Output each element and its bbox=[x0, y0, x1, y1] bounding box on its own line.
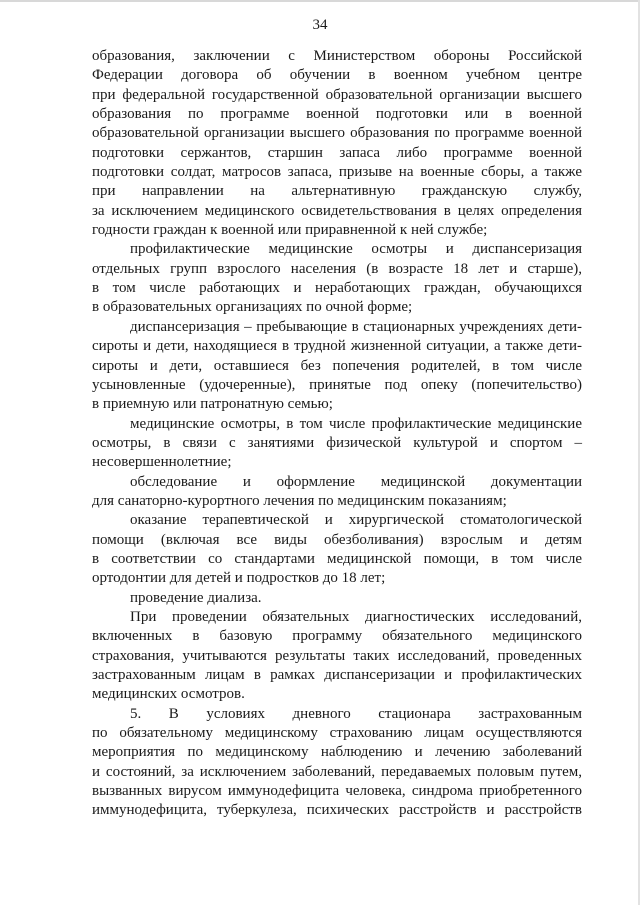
text-line: сироты и дети, оставшиеся без попечения родителей, в том числе bbox=[92, 357, 582, 374]
page-number: 34 bbox=[312, 17, 328, 33]
text-line: 5. В условиях дневного стационара застрахованным bbox=[130, 705, 582, 722]
text-line: и состояний, за исключением заболеваний, передаваемых половым путем, bbox=[92, 763, 582, 780]
text-line: образовательной организации высшего образования по программе военной bbox=[92, 125, 582, 142]
text-line: при федеральной государственной образовательной организации высшего bbox=[92, 86, 582, 103]
text-line: в приемную или патронатную семью; bbox=[92, 396, 333, 413]
text-line: годности граждан к военной или приравненной к ней службе; bbox=[92, 222, 488, 239]
text-line: образования, заключении с Министерством обороны Российской bbox=[92, 48, 582, 64]
text-line: усыновленные (удочеренные), принятые под опеку (попечительство) bbox=[92, 376, 582, 393]
text-line: подготовки сержантов, старшин запаса либо программе военной bbox=[92, 144, 582, 161]
text-line: по обязательному медицинскому страхованию лицам осуществляются bbox=[92, 725, 582, 742]
text-line: несовершеннолетние; bbox=[92, 454, 232, 471]
text-line: для санаторно-курортного лечения по медицинским показаниям; bbox=[92, 492, 507, 509]
text-line: ортодонтии для детей и подростков до 18 лет; bbox=[92, 570, 386, 587]
text-line: сироты и дети, находящиеся в трудной жизненной ситуации, а также дети- bbox=[92, 338, 582, 355]
text-line: При проведении обязательных диагностических исследований, bbox=[130, 608, 582, 625]
text-line: при направлении на альтернативную гражданскую службу, bbox=[92, 183, 582, 200]
text-line: помощи (включая все виды обезболивания) взрослым и детям bbox=[92, 531, 582, 548]
text-line: оказание терапевтической и хирургической стоматологической bbox=[130, 512, 582, 529]
text-line: в соответствии со стандартами медицинской помощи, в том числе bbox=[92, 550, 582, 567]
text-line: подготовки солдат, матросов запаса, призыве на военные сборы, а также bbox=[92, 164, 582, 181]
text-line: отдельных групп взрослого населения (в возрасте 18 лет и старше), bbox=[92, 260, 582, 277]
text-line: медицинских осмотров. bbox=[92, 686, 245, 703]
text-line: диспансеризация – пребывающие в стационарных учреждениях дети- bbox=[130, 318, 582, 335]
text-line: осмотры, в связи с занятиями физической культурой и спортом – bbox=[92, 434, 582, 451]
text-line: в образовательных организациях по очной форме; bbox=[92, 299, 413, 316]
text-line: включенных в базовую программу обязательного медицинского bbox=[92, 628, 582, 645]
text-line: Федерации договора об обучении в военном учебном центре bbox=[92, 67, 582, 84]
text-line: застрахованным лицам в рамках диспансеризации и профилактических bbox=[92, 667, 582, 683]
body-text bbox=[92, 47, 582, 821]
text-line: в том числе работающих и неработающих граждан, обучающихся bbox=[92, 280, 582, 297]
text-line: проведение диализа. bbox=[130, 589, 262, 606]
text-line: страхования, учитываются результаты таких исследований, проведенных bbox=[92, 647, 582, 664]
text-line: за исключением медицинского освидетельствования в целях определения bbox=[92, 202, 582, 219]
text-line: образования по программе военной подготовки или в военной bbox=[92, 106, 582, 123]
text-line: медицинские осмотры, в том числе профилактические медицинские bbox=[130, 415, 582, 432]
text-line: иммунодефицита, туберкулеза, психических расстройств и расстройств bbox=[92, 802, 582, 819]
text-line: мероприятия по медицинскому наблюдению и лечению заболеваний bbox=[92, 744, 582, 761]
text-line: обследование и оформление медицинской документации bbox=[130, 473, 582, 490]
scan-edge-top bbox=[0, 0, 640, 2]
text-line: вызванных вирусом иммунодефицита человека, синдрома приобретенного bbox=[92, 783, 582, 800]
text-line: профилактические медицинские осмотры и диспансеризация bbox=[130, 241, 582, 258]
